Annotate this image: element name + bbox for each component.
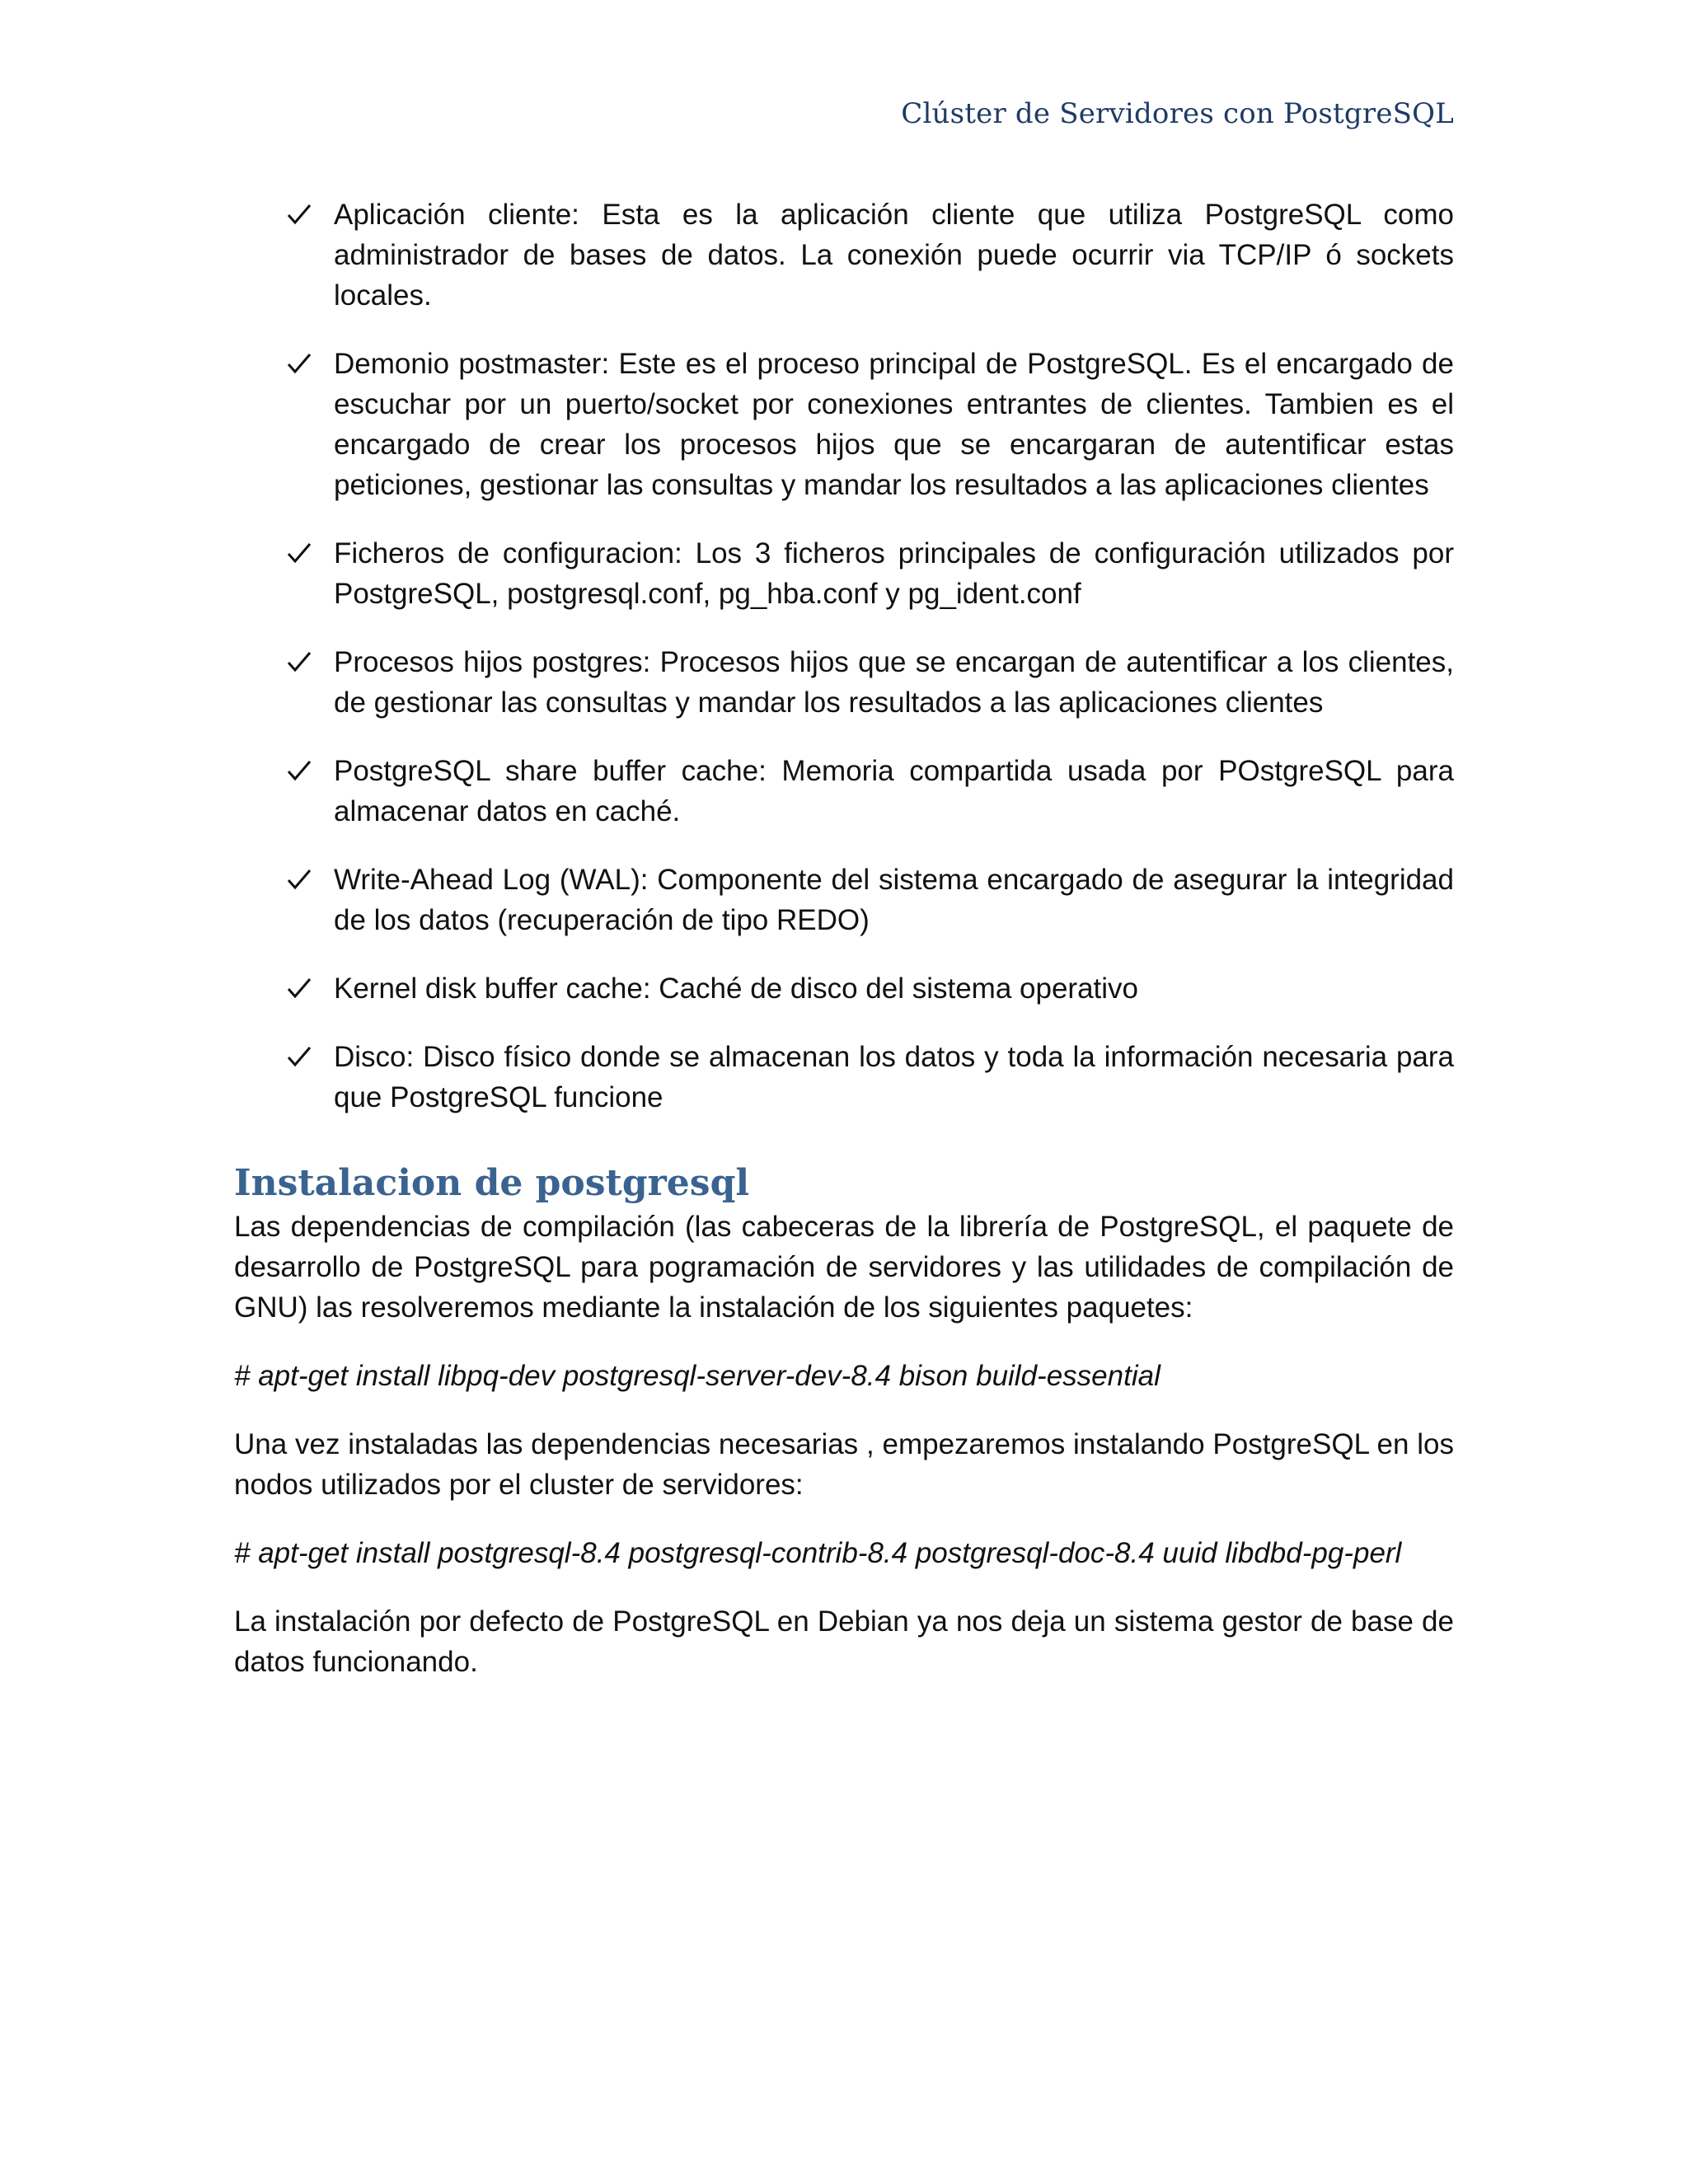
checkmark-icon <box>287 751 320 791</box>
list-item <box>234 344 1454 505</box>
list-item <box>234 860 1454 940</box>
command-dependencies: # apt-get install libpq-dev postgresql-server-dev-8.4 bison build-essential <box>234 1360 1160 1392</box>
running-header: Clúster de Servidores con PostgreSQL <box>901 97 1454 130</box>
list-item-text: Aplicación cliente: Esta es la aplicación cliente que utiliza PostgreSQL como administrador de bases de datos. La conexión puede ocurrir via TCP/IP ó sockets locales. <box>334 199 1454 312</box>
checkmark-icon <box>287 533 320 574</box>
command-install: # apt-get install postgresql-8.4 postgresql-contrib-8.4 postgresql-doc-8.4 uuid libdbd-pg-perl <box>234 1537 1402 1569</box>
list-item-text: PostgreSQL share buffer cache: Memoria compartida usada por POstgreSQL para almacenar datos en caché. <box>334 755 1454 827</box>
list-item-text: Disco: Disco físico donde se almacenan los datos y toda la información necesaria para que PostgreSQL funcione <box>334 1041 1454 1113</box>
page-content <box>234 194 1454 1710</box>
list-item <box>234 194 1454 316</box>
checkmark-icon <box>287 1037 320 1077</box>
list-item-text: Write-Ahead Log (WAL): Componente del sistema encargado de asegurar la integridad de los datos (recuperación de tipo REDO) <box>334 864 1454 936</box>
list-item-text: Ficheros de configuracion: Los 3 ficheros principales de configuración utilizados por PostgreSQL, postgresql.conf, pg_hba.conf y pg_ident.conf <box>334 537 1454 610</box>
closing-paragraph: La instalación por defecto de PostgreSQL en Debian ya nos deja un sistema gestor de base de datos funcionando. <box>234 1605 1454 1678</box>
checkmark-icon <box>287 344 320 384</box>
list-item <box>234 751 1454 832</box>
list-item <box>234 1037 1454 1118</box>
checkmark-icon <box>287 642 320 682</box>
list-item <box>234 533 1454 614</box>
list-item-text: Kernel disk buffer cache: Caché de disco del sistema operativo <box>334 972 1139 1005</box>
checkmark-icon <box>287 860 320 900</box>
section-heading: Instalacion de postgresql <box>234 1162 750 1204</box>
intro-paragraph: Las dependencias de compilación (las cabeceras de la librería de PostgreSQL, el paquete de desarrollo de PostgreSQL para pogramación de servidores y las utilidades de compilación de GNU) las resolveremos mediante la instalación de los siguientes paquetes: <box>234 1211 1454 1324</box>
list-item-text: Procesos hijos postgres: Procesos hijos que se encargan de autentificar a los clientes, de gestionar las consultas y mandar los resultados a las aplicaciones clientes <box>334 646 1454 719</box>
checkmark-icon <box>287 194 320 235</box>
checkmark-icon <box>287 968 320 1009</box>
list-item <box>234 968 1454 1009</box>
list-item-text: Demonio postmaster: Este es el proceso principal de PostgreSQL. Es el encargado de escuchar por un puerto/socket por conexiones entrantes de clientes. Tambien es el encargado de crear los procesos hijos que se encargaran de autentificar estas peticiones, gestionar las consultas y mandar los resultados a las aplicaciones clientes <box>334 348 1454 501</box>
list-item <box>234 642 1454 723</box>
after-dependencies-paragraph: Una vez instaladas las dependencias necesarias , empezaremos instalando PostgreSQL en los nodos utilizados por el cluster de servidores: <box>234 1428 1454 1501</box>
components-checklist <box>234 194 1454 1118</box>
